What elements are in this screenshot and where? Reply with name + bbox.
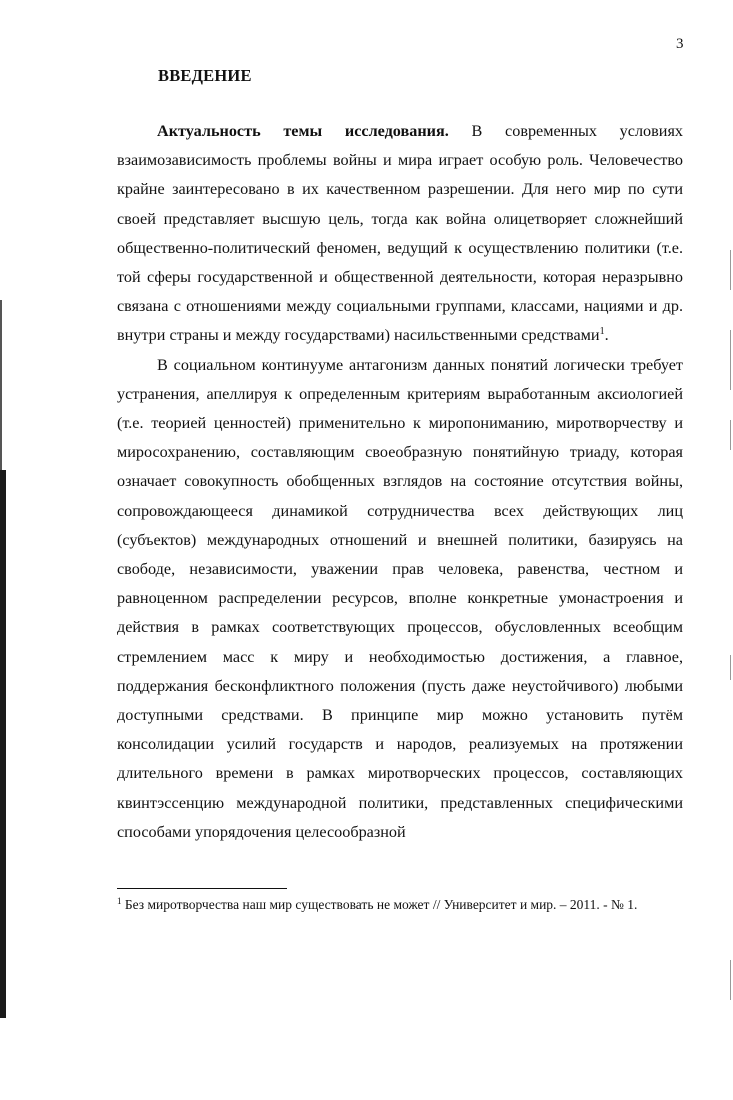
section-heading: ВВЕДЕНИЕ (158, 66, 252, 85)
page-number: 3 (676, 36, 684, 52)
paragraph-2: В социальном континууме антагонизм данных понятий логически требует устранения, апеллируя к определенным критериям выработанным аксиологией (т.е. теорией ценностей) применительно к миропониманию, миротворчеству и миросохранению, составляющим своеобразную понятийную триаду, которая означает совокупность обобщенных взглядов на состояние отсутствия войны, сопровождающееся динамикой сотрудничества всех действующих лиц (субъектов) международных отношений и внешней политики, базируясь на свободе, независимости, уважении прав человека, равенства, честном и равноценном распределении ресурсов, вполне конкретные умонастроения и действия в рамках соответствующих процессов, обусловленных всеобщим стремлением масс к миру и необходимостью достижения, а главное, поддержания бесконфликтного положения (пусть даже неустойчивого) любыми доступными средствами. В принципе мир можно установить путём консолидации усилий государств и народов, реализуемых на протяжении длительного времени в рамках миротворческих процессов, составляющих квинтэссенцию международной политики, представленных специфическими способами упорядочения целесообразной (117, 355, 683, 841)
paragraph-1 (117, 117, 683, 351)
scan-mark (730, 250, 731, 290)
scan-mark (730, 655, 731, 680)
footnote-reference: 1 (599, 326, 605, 338)
paragraph-1-end: . (604, 326, 609, 345)
footnote-text: Без миротворчества наш мир существовать не может // Университет и мир. – 2011. - № 1. (121, 897, 638, 912)
scan-mark (730, 330, 731, 390)
paragraph-1-text: В современных условиях взаимозависимость проблемы войны и мира играет особую роль. Человечество крайне заинтересовано в их качественном разрешении. Для него мир по сути своей представляет высшую цель, тогда как война олицетворяет сложнейший общественно-политический феномен, ведущий к осуществлению политики (т.е. той сферы государственной и общественной деятельности, которая неразрывно связана с отношениями между социальными группами, классами, нациями и др. внутри страны и между государствами) насильственными средствами (117, 122, 683, 345)
scan-edge-binding (0, 470, 6, 1018)
paragraph-1-bold-lead: Актуальность темы исследования. (157, 122, 449, 140)
footnote-number: 1 (117, 896, 122, 906)
scan-edge-shadow (0, 300, 2, 470)
footnote (117, 895, 683, 915)
scan-mark (730, 420, 731, 450)
footnote-divider (117, 888, 287, 889)
scan-mark (730, 960, 731, 1000)
body-text (117, 117, 683, 847)
